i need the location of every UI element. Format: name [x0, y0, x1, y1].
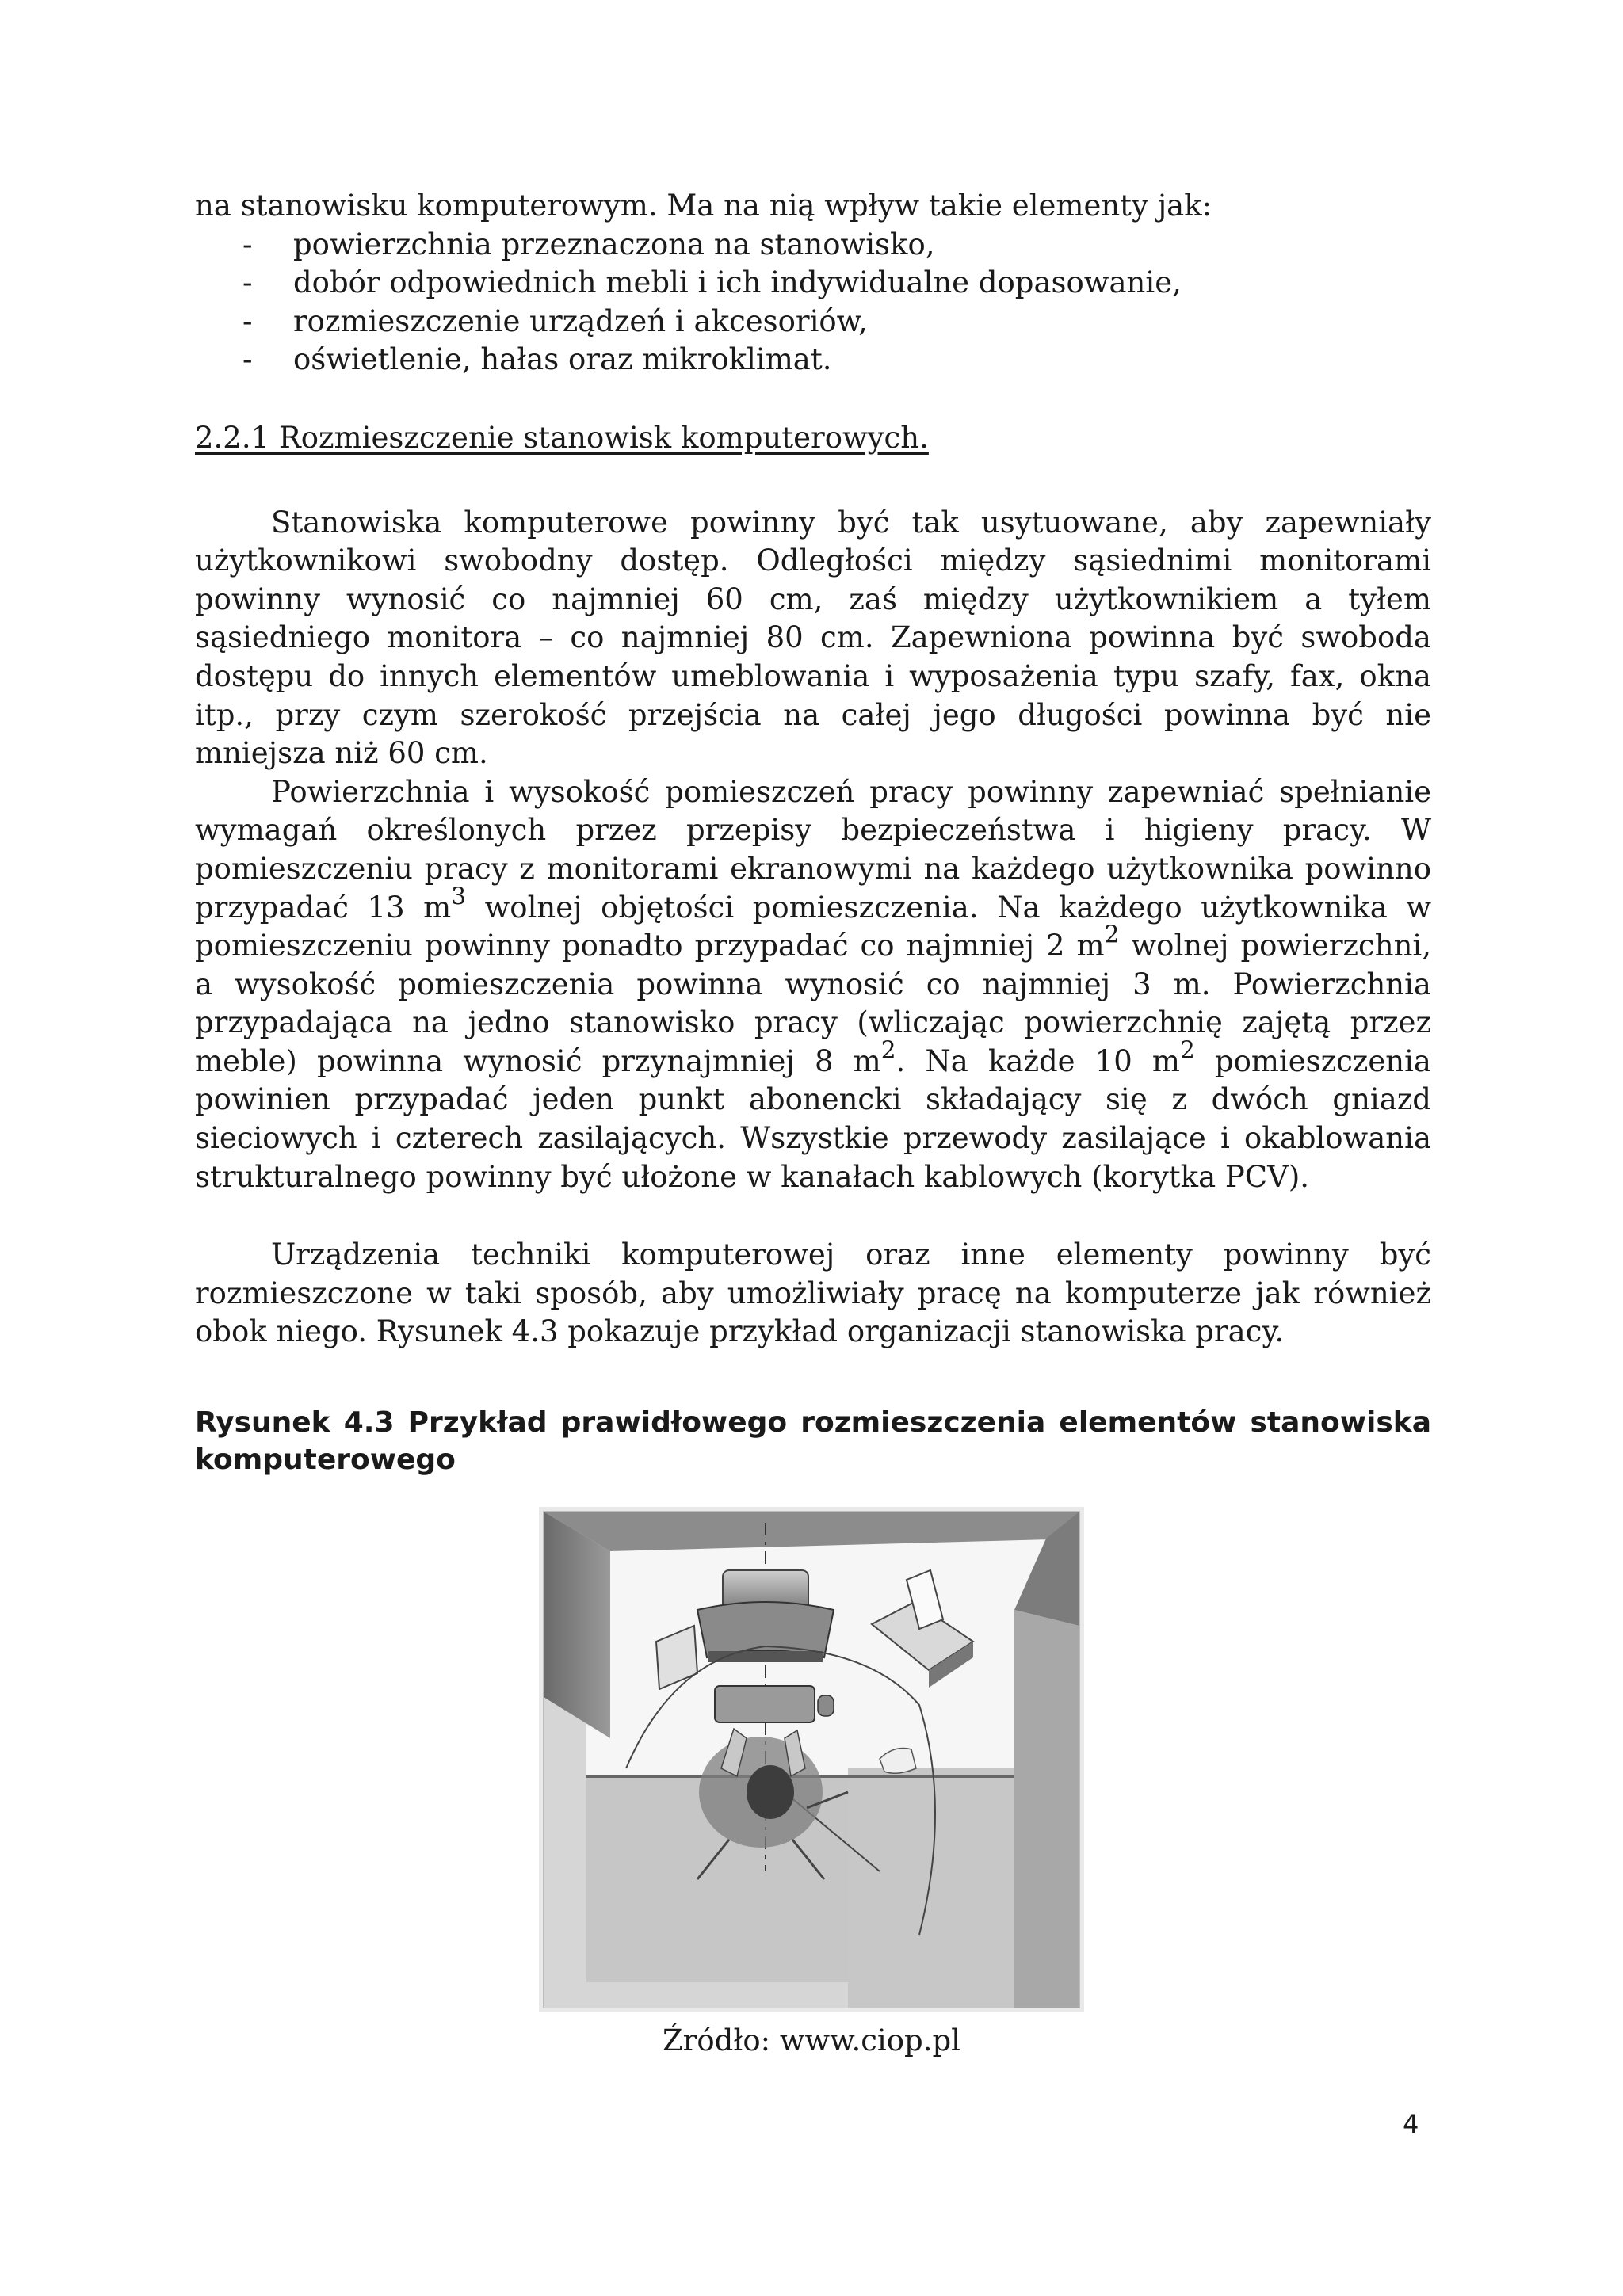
paragraph-2: [195, 773, 1431, 1197]
list-item: [195, 226, 1431, 265]
bullet-marker: -: [242, 227, 253, 261]
section-heading: 2.2.1 Rozmieszczenie stanowisk komputerowych.: [195, 420, 929, 455]
user-head: [747, 1765, 794, 1819]
list-item: [195, 341, 1431, 379]
page-content: [195, 187, 1431, 1478]
keyboard: [715, 1686, 815, 1722]
paragraph-2-text-5: pomieszczenia powinien przypadać jeden punkt abonencki składający się z dwóch gniazd sieciowych i czterech zasilających. Wszystkie przewody zasilające i okablowania strukturalnego powinny być ułożone w kanałach kablowych (korytka PCV).: [195, 1043, 1431, 1194]
intro-line: na stanowisku komputerowym. Ma na nią wpływ takie elementy jak:: [195, 189, 1212, 223]
bullet-marker: -: [242, 303, 253, 338]
superscript-2: 2: [1104, 921, 1120, 948]
workstation-layout-illustration: [539, 1507, 1084, 2012]
paragraph-3: Urządzenia techniki komputerowej oraz inne elementy powinny być rozmieszczone w taki sposób, aby umożliwiały pracę na komputerze jak również obok niego. Rysunek 4.3 pokazuje przykład organizacji stanowiska pracy.: [195, 1238, 1431, 1349]
superscript-2: 2: [1179, 1036, 1195, 1064]
figure-caption: Rysunek 4.3 Przykład prawidłowego rozmieszczenia elementów stanowiska komputerowego: [195, 1406, 1431, 1477]
page-number: 4: [1403, 2109, 1419, 2139]
bullet-marker: -: [242, 265, 253, 300]
paragraph-2-text-3: wolnej powierzchni, a wysokość pomieszczenia powinna wynosić co najmniej 3 m. Powierzchnia przypadająca na jedno stanowisko pracy (wliczając powierzchnię zajętą przez meble) powinna wynosić przynajmniej 8 m: [195, 929, 1431, 1078]
mouse: [818, 1695, 834, 1716]
bullet-marker: -: [242, 342, 253, 377]
paragraph-1: Stanowiska komputerowe powinny być tak usytuowane, aby zapewniały użytkownikowi swobodny dostęp. Odległości między sąsiednimi monitorami powinny wynosić co najmniej 60 cm, zaś między użytkownikiem a tyłem sąsiedniego monitora – co najmniej 80 cm. Zapewniona powinna być swoboda dostępu do innych elementów umeblowania i wyposażenia typu szafy, fax, okna itp., przy czym szerokość przejścia na całej jego długości powinna być nie mniejsza niż 60 cm.: [195, 505, 1431, 771]
list-item-text: oświetlenie, hałas oraz mikroklimat.: [293, 342, 832, 377]
paragraph-2-text-2: wolnej objętości pomieszczenia. Na każdego użytkownika w pomieszczeniu powinny ponadto przypadać co najmniej 2 m: [195, 890, 1432, 963]
paragraph-2-text-4: . Na każde 10 m: [896, 1043, 1180, 1078]
list-item-text: powierzchnia przeznaczona na stanowisko,: [293, 227, 935, 261]
paragraph-2-text-1: Powierzchnia i wysokość pomieszczeń pracy powinny zapewniać spełnianie wymagań określonych przez przepisy bezpieczeństwa i higieny pracy. W pomieszczeniu pracy z monitorami ekranowymi na każdego użytkownika powinno przypadać 13 m: [195, 774, 1431, 925]
list-item: [195, 303, 1431, 341]
list-item-text: dobór odpowiednich mebli i ich indywidualne dopasowanie,: [293, 265, 1182, 300]
requirements-list: [195, 226, 1431, 379]
workstation-figure: [539, 1507, 1084, 2012]
superscript-2: 2: [880, 1036, 896, 1064]
superscript-3: 3: [451, 883, 467, 910]
list-item: [195, 264, 1431, 303]
figure-source: Źródło: www.ciop.pl: [662, 2023, 961, 2058]
list-item-text: rozmieszczenie urządzeń i akcesoriów,: [293, 303, 868, 338]
